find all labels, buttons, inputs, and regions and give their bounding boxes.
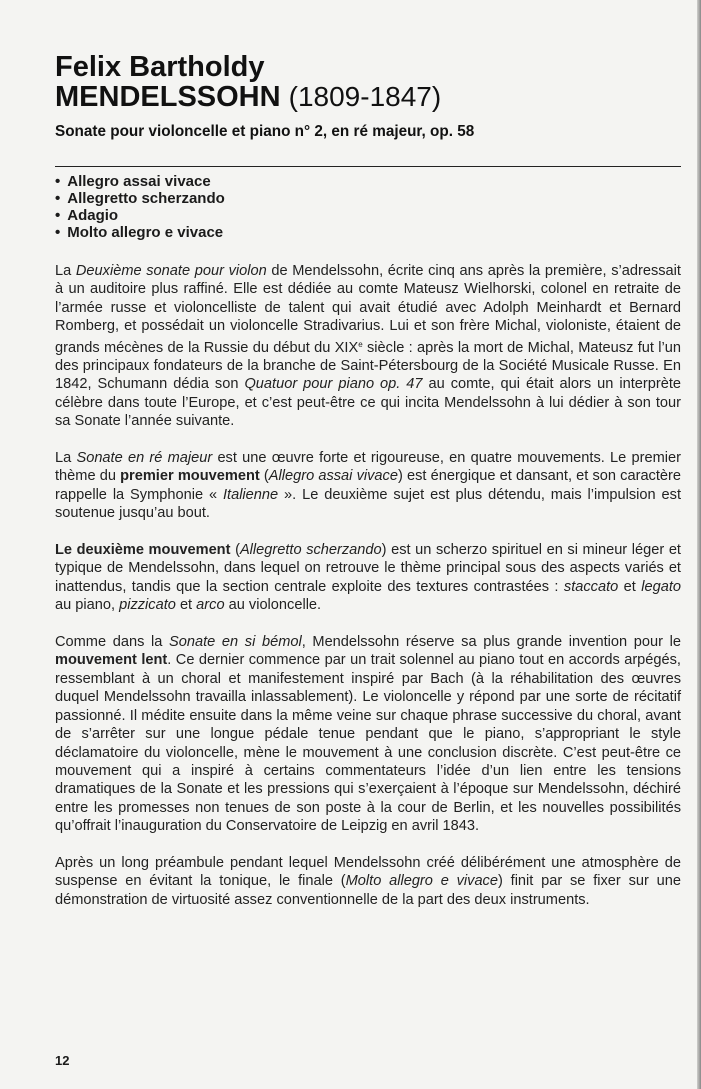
- paragraph-intro: [55, 262, 681, 431]
- work-reference: Deuxième sonate pour violon: [75, 263, 267, 279]
- tempo-marking: Allegretto scherzando: [239, 542, 382, 559]
- emphasis: mouvement lent: [55, 652, 168, 669]
- divider: [55, 166, 681, 167]
- text-run: , Mendelssohn réserve sa plus grande invention pour le: [301, 634, 681, 651]
- work-reference: Sonate en ré majeur: [76, 450, 213, 467]
- movement-item: • Adagio: [55, 207, 225, 224]
- composer-years: (1809-1847): [288, 81, 442, 112]
- text-run: ) finit par se fixer sur une démonstration de virtuosité assez conventionnelle de la part des deux instruments.: [55, 873, 681, 908]
- term: staccato: [563, 578, 619, 595]
- composer-surname: MENDELSSOHN: [55, 81, 281, 113]
- work-reference: Quatuor pour piano op. 47: [244, 376, 423, 393]
- text-run: et: [618, 578, 642, 595]
- movement-list: [55, 173, 225, 241]
- work-reference: Sonate en si bémol: [169, 634, 302, 651]
- paragraph-second-movement: [55, 541, 681, 615]
- text-run: ) est énergique et dansant, et son caractère rappelle la Symphonie «: [55, 468, 682, 503]
- tempo-marking: Molto allegro e vivace: [345, 873, 498, 890]
- emphasis: premier mouvement: [120, 468, 260, 485]
- movement-item: • Allegro assai vivace: [55, 173, 225, 190]
- paragraph-slow-movement: [55, 633, 681, 835]
- text-run: ». Le deuxième sujet est plus détendu, mais l’impulsion est soutenue jusqu’au bout.: [55, 486, 681, 522]
- term: arco: [196, 597, 225, 614]
- emphasis: Le deuxième mouvement: [55, 542, 231, 559]
- work-reference: Italienne: [222, 486, 279, 503]
- superscript: e: [358, 339, 363, 349]
- text-run: ) est un scherzo spirituel en si mineur léger et typique de Mendelssohn, dans lequel on retrouve le thème principal sous des aspects variés et inattendus, tandis que la section centrale exploite des textures contrastées :: [55, 542, 681, 595]
- paragraph-first-movement: [55, 449, 681, 523]
- text-run: . Ce dernier commence par un trait solennel au piano tout en accords arpégés, ressemblant à un choral et manifestement inspiré par Bach (à la réhabilitation des œuvres duquel Mendelssohn travailla inlassablement). Le violoncelle y répond par une sorte de récitatif passionné. Il médite ensuite dans la même veine sur chaque phrase successive du choral, avant de s’arrêter sur une longue pédale tenue pendant que le piano, s’appropriant le style déclamatoire du violoncelle, mène le mouvement à une conclusion discrète. C’est peut-être ce mouvement qui a inspiré à certains commentateurs l’idée d’un lien entre les tensions dramatiques de la Sonate et les pressions qui s’exerçaient à l’époque sur Mendelssohn, déchiré entre les promesses non tenues de son poste à la cour de Berlin, et les nouvelles possibilités qu’offrait l’inauguration du Conservatoire de Leipzig en avril 1843.: [55, 652, 681, 835]
- text-run: Comme dans la: [55, 634, 170, 651]
- composer-first-names: Felix Bartholdy: [55, 51, 265, 83]
- movement-item: • Allegretto scherzando: [55, 190, 225, 207]
- text-run: (: [230, 542, 240, 559]
- program-notes: [55, 262, 681, 928]
- movement-item: • Molto allegro e vivace: [55, 224, 225, 241]
- text-run: et: [175, 597, 197, 614]
- page-number: 12: [55, 1053, 70, 1068]
- work-title: Sonate pour violoncelle et piano n° 2, en ré majeur, op. 58: [55, 123, 475, 140]
- term: pizzicato: [119, 597, 176, 614]
- text-run: La: [55, 450, 77, 467]
- text-run: au violoncelle.: [224, 597, 322, 614]
- text-run: de Mendelssohn, écrite cinq ans après la première, s’adressait à un auditoire plus raffiné. Elle est dédiée au comte Mateusz Wielhorski, colonel en retraite de l’armée russe et violoncelliste de talent qui avait étudié avec Adolph Meinhardt et Bernard Romberg, et possédait un violoncelle Stradivarius. Lui et son frère Michal, violoniste, étaient de grands mécènes de la Russie du début du XIX: [55, 263, 681, 356]
- text-run: La: [55, 263, 76, 279]
- page-edge: [697, 0, 701, 1089]
- paragraph-finale: [55, 854, 681, 909]
- tempo-marking: Allegro assai vivace: [268, 468, 398, 485]
- text-run: au comte, qui était alors un interprète célèbre dans toute l’Europe, et c’est peut-être ce qui incita Mendelssohn à lui dédier à son tour sa Sonate l’année suivante.: [55, 376, 682, 430]
- text-run: est une œuvre forte et rigoureuse, en quatre mouvements. Le premier thème du: [55, 450, 681, 485]
- text-run: Après un long préambule pendant lequel Mendelssohn créé délibérément une atmosphère de suspense en évitant la tonique, le finale (: [55, 854, 681, 890]
- term: legato: [641, 578, 681, 595]
- text-run: siècle : après la mort de Michal, Mateusz fut l’un des principaux fondateurs de la branche de Saint-Pétersbourg de la Société Musicale Russe. En 1842, Schumann dédia son: [55, 339, 681, 393]
- composer-heading: [55, 52, 441, 112]
- text-run: (: [259, 468, 269, 485]
- text-run: au piano,: [55, 597, 120, 614]
